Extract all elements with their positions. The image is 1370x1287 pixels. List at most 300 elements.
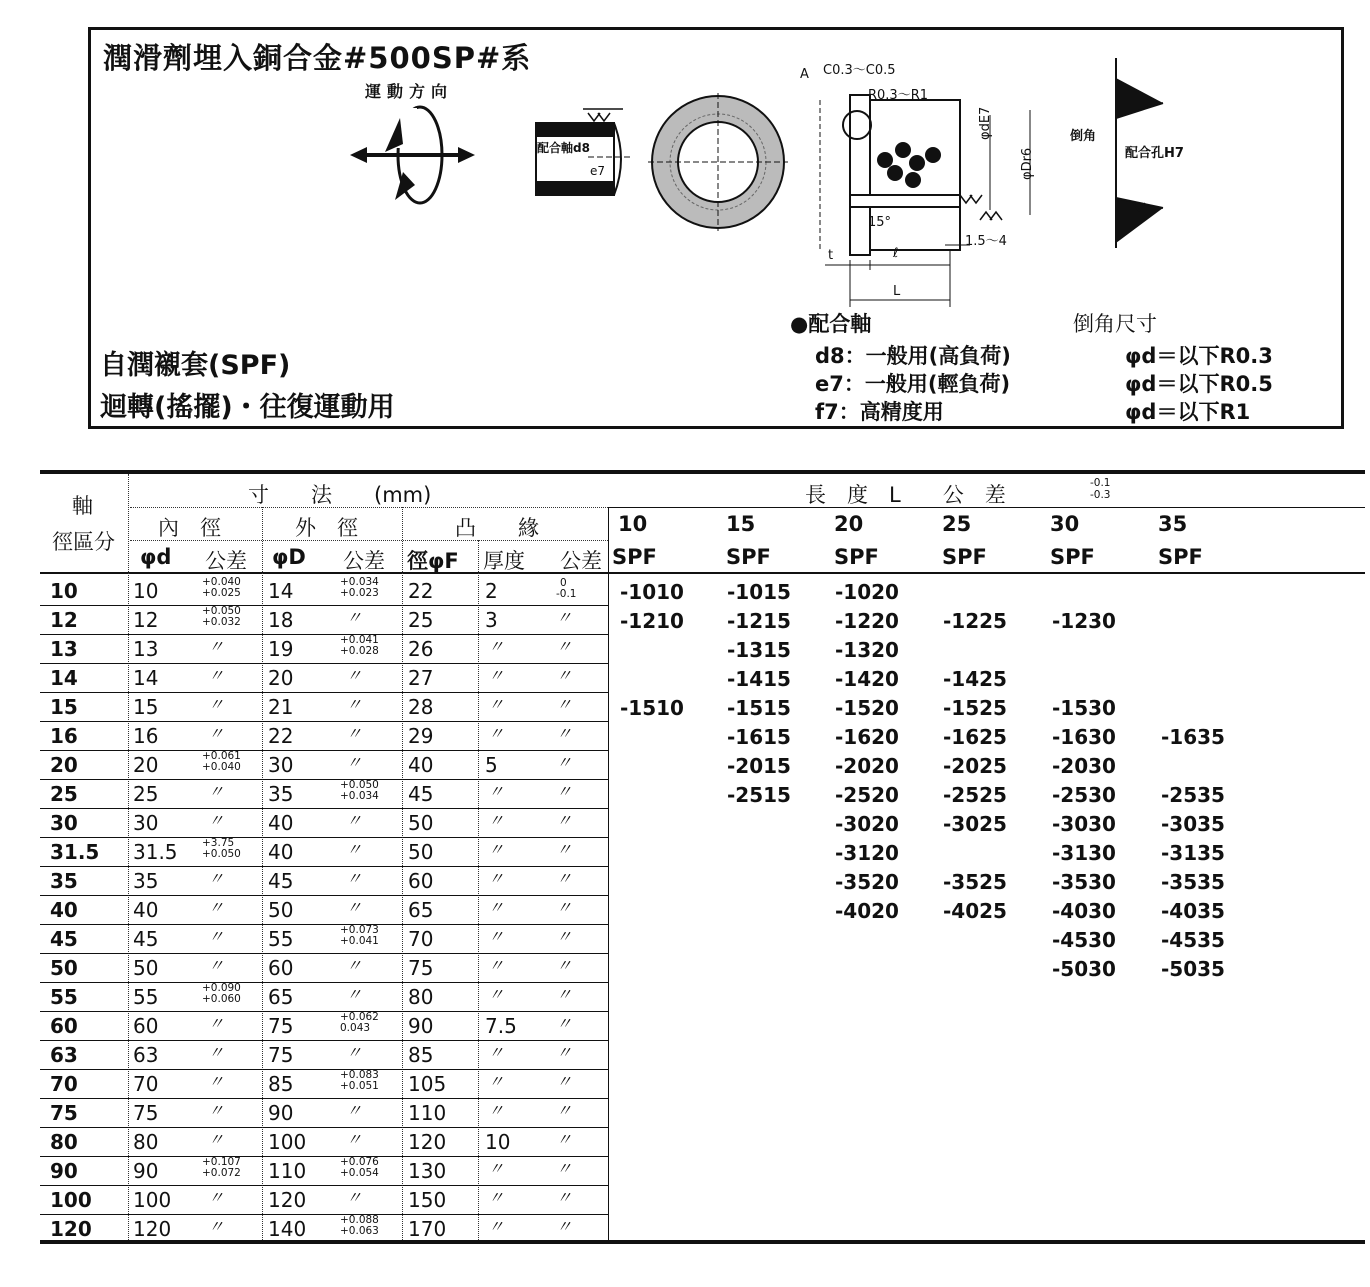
length-header-10: 10 [618,512,648,536]
row-rule [40,866,608,867]
inner-tol-lower: +0.040 [202,761,241,773]
part-code-5035: -5035 [1161,957,1225,981]
row-rule [40,1040,608,1041]
outer-tol-ditto: 〃 [346,840,363,859]
inner-dia: 55 [133,985,159,1009]
thickness-tol-ditto: 〃 [556,898,573,917]
row-rule [40,634,608,635]
shaft-class: 30 [50,811,78,835]
length-header-15: 15 [726,512,756,536]
part-code-3120: -3120 [835,841,899,865]
part-code-3530: -3530 [1052,870,1116,894]
inner-tol-ditto: 〃 [208,666,225,685]
outer-dia: 40 [268,840,294,864]
shaft-class: 100 [50,1188,92,1212]
mating-shaft-item-e7: e7：一般用(輕負荷) [815,372,1011,396]
part-code-3025: -3025 [943,812,1007,836]
bushing-ring-sketch [648,93,788,231]
outer-tol-ditto: 〃 [346,724,363,743]
part-code-4530: -4530 [1052,928,1116,952]
part-code-1315: -1315 [727,638,791,662]
thickness-tol-ditto: 〃 [556,1217,573,1236]
outer-dia: 19 [268,637,294,661]
row-rule [40,692,608,693]
thickness: 2 [485,579,498,603]
outer-tol-lower: +0.051 [340,1080,379,1092]
inner-tol-ditto: 〃 [208,1101,225,1120]
outer-dia: 45 [268,869,294,893]
thickness-tol-ditto: 〃 [556,1101,573,1120]
radius-label: R0.3～R1 [868,88,929,103]
shaft-class: 70 [50,1072,78,1096]
part-code-2030: -2030 [1052,754,1116,778]
outer-tol-ditto: 〃 [346,753,363,772]
part-code-2530: -2530 [1052,783,1116,807]
row-rule [40,1098,608,1099]
thickness-tol-ditto: 〃 [556,869,573,888]
flange-dia: 60 [408,869,434,893]
inner-tol-upper: +3.75 [202,837,235,849]
outer-tol-ditto: 〃 [346,666,363,685]
inner-tol-ditto: 〃 [208,869,225,888]
chamfer-size-item-2: φd＝以下R0.5 [1125,372,1273,396]
part-code-1010: -1010 [620,580,684,604]
part-code-1620: -1620 [835,725,899,749]
table-top-rule [40,470,1365,474]
outer-tol-upper: +0.073 [340,924,379,936]
shaft-class: 75 [50,1101,78,1125]
part-code-2520: -2520 [835,783,899,807]
thickness: 3 [485,608,498,632]
shaft-fit-label-e7: e7 [590,164,606,178]
flange-dia: 50 [408,811,434,835]
inner-dia: 50 [133,956,159,980]
header-flange: 凸 緣 [455,516,539,540]
shaft-class: 16 [50,724,78,748]
outer-tol-ditto: 〃 [346,898,363,917]
thickness-tol-ditto: 〃 [556,724,573,743]
row-rule [40,1214,608,1215]
inner-tol-upper: +0.090 [202,982,241,994]
outer-tol-ditto: 〃 [346,695,363,714]
length-header-35: 35 [1158,512,1188,536]
shaft-class: 55 [50,985,78,1009]
outer-tol-ditto: 〃 [346,608,363,627]
outer-dia: 85 [268,1072,294,1096]
thickness: 5 [485,753,498,777]
dim-l-small-label: ℓ [893,246,899,261]
row-rule [40,1127,608,1128]
part-code-5030: -5030 [1052,957,1116,981]
angle-label: 15° [868,215,892,230]
row-rule [40,1156,608,1157]
flange-bushing-cross-section [795,55,1065,315]
length-header-25: 25 [942,512,972,536]
col-divider-outer [402,507,403,1240]
part-code-4035: -4035 [1161,899,1225,923]
chamfer-c-label: C0.3～C0.5 [823,63,896,78]
inner-tol-ditto: 〃 [208,1014,225,1033]
thickness-tol-ditto: 〃 [556,1014,573,1033]
outer-tol-ditto: 〃 [346,811,363,830]
thickness-ditto: 〃 [488,782,505,801]
housing-fit-label: 配合孔H7 [1125,146,1184,161]
shaft-class: 90 [50,1159,78,1183]
spf-header-25: SPF [942,545,987,569]
inner-tol-ditto: 〃 [208,695,225,714]
thickness-tol-ditto: 〃 [556,811,573,830]
part-code-1625: -1625 [943,725,1007,749]
part-code-1425: -1425 [943,667,1007,691]
thickness: 7.5 [485,1014,517,1038]
outer-dia: 60 [268,956,294,980]
inner-tol-ditto: 〃 [208,956,225,975]
outer-dia: 75 [268,1043,294,1067]
chamfer-label: 倒角 [1070,129,1097,144]
inner-dia: 40 [133,898,159,922]
thickness-ditto: 〃 [488,1159,505,1178]
header-thickness: 厚度 [483,549,525,573]
row-rule [40,837,608,838]
thickness: 10 [485,1130,511,1154]
flange-dia: 28 [408,695,434,719]
part-code-1210: -1210 [620,609,684,633]
inner-tol-ditto: 〃 [208,1217,225,1236]
length-header-30: 30 [1050,512,1080,536]
header-shaft: 軸 [72,494,93,518]
inner-dia: 80 [133,1130,159,1154]
outer-tol-lower: +0.054 [340,1167,379,1179]
outer-tol-upper: +0.034 [340,576,379,588]
part-code-2525: -2525 [943,783,1007,807]
part-code-1635: -1635 [1161,725,1225,749]
outer-dia: 140 [268,1217,307,1241]
row-rule [40,721,608,722]
thickness-tol-ditto: 〃 [556,637,573,656]
shaft-class: 40 [50,898,78,922]
flange-dia: 130 [408,1159,447,1183]
row-rule [40,982,608,983]
part-code-1230: -1230 [1052,609,1116,633]
outer-dia: 14 [268,579,294,603]
inner-dia: 35 [133,869,159,893]
outer-tol-lower: +0.023 [340,587,379,599]
thickness-tol-ditto: 〃 [556,1159,573,1178]
mating-shaft-item-d8: d8：一般用(高負荷) [815,344,1011,368]
flange-dia: 85 [408,1043,434,1067]
shaft-class: 20 [50,753,78,777]
row-rule [40,1011,608,1012]
inner-dia: 75 [133,1101,159,1125]
thickness-tol-ditto: 〃 [556,1130,573,1149]
point-a-label: A [800,67,809,82]
part-code-3030: -3030 [1052,812,1116,836]
shaft-class: 45 [50,927,78,951]
flange-dia: 27 [408,666,434,690]
thickness-ditto: 〃 [488,927,505,946]
part-code-3525: -3525 [943,870,1007,894]
thickness-tol-lower: -0.1 [556,588,577,600]
outer-tol-upper: +0.076 [340,1156,379,1168]
inner-tol-ditto: 〃 [208,811,225,830]
row-rule [40,924,608,925]
outer-dia: 55 [268,927,294,951]
shaft-class: 15 [50,695,78,719]
inner-dia: 13 [133,637,159,661]
thickness-ditto: 〃 [488,1217,505,1236]
row-rule [40,1185,608,1186]
inner-diameter-label: φdE7 [978,106,993,140]
inner-dia: 20 [133,753,159,777]
inner-dia: 12 [133,608,159,632]
part-code-4020: -4020 [835,899,899,923]
outer-tol-ditto: 〃 [346,985,363,1004]
part-code-1015: -1015 [727,580,791,604]
inner-dia: 45 [133,927,159,951]
inner-tol-ditto: 〃 [208,1072,225,1091]
part-code-1320: -1320 [835,638,899,662]
inner-dia: 90 [133,1159,159,1183]
part-code-1420: -1420 [835,667,899,691]
shaft-class: 13 [50,637,78,661]
inner-dia: 31.5 [133,840,178,864]
outer-tol-upper: +0.041 [340,634,379,646]
thickness-ditto: 〃 [488,666,505,685]
flange-dia: 40 [408,753,434,777]
inner-dia: 14 [133,666,159,690]
outer-tol-ditto: 〃 [346,956,363,975]
outer-dia: 21 [268,695,294,719]
header-shaft-class: 徑區分 [52,530,115,554]
flange-dia: 45 [408,782,434,806]
shaft-fit-label: 配合軸d8 [537,141,590,155]
header-inner-dia: 內 徑 [158,516,221,540]
flange-dia: 170 [408,1217,447,1241]
outer-dia: 50 [268,898,294,922]
shaft-class: 35 [50,869,78,893]
part-code-1525: -1525 [943,696,1007,720]
flange-dia: 120 [408,1130,447,1154]
outer-dia: 120 [268,1188,307,1212]
thickness-ditto: 〃 [488,1101,505,1120]
motion-direction-label: 運動方向 [365,82,454,101]
flange-dia: 150 [408,1188,447,1212]
part-code-1020: -1020 [835,580,899,604]
flange-dia: 22 [408,579,434,603]
inner-tol-lower: +0.025 [202,587,241,599]
part-code-3535: -3535 [1161,870,1225,894]
thickness-tol-ditto: 〃 [556,1072,573,1091]
col-divider-inner [262,507,263,1240]
inner-dia: 70 [133,1072,159,1096]
outer-tol-ditto: 〃 [346,869,363,888]
range-label: 1.5～4 [965,234,1007,249]
outer-dia: 22 [268,724,294,748]
row-rule [40,808,608,809]
part-code-1615: -1615 [727,725,791,749]
header-tol-thickness: 公差 [560,549,602,573]
thickness-tol-upper: 0 [560,577,567,589]
inner-dia: 10 [133,579,159,603]
outer-dia: 90 [268,1101,294,1125]
inner-tol-upper: +0.050 [202,605,241,617]
inner-tol-upper: +0.040 [202,576,241,588]
row-rule [40,779,608,780]
part-code-1415: -1415 [727,667,791,691]
col-divider-length [608,507,609,1240]
outer-tol-ditto: 〃 [346,1101,363,1120]
length-header-20: 20 [834,512,864,536]
inner-tol-lower: +0.050 [202,848,241,860]
shaft-class: 12 [50,608,78,632]
inner-dia: 63 [133,1043,159,1067]
inner-tol-ditto: 〃 [208,782,225,801]
header-phi-D: φD [272,545,306,569]
part-code-3520: -3520 [835,870,899,894]
header-dimensions: 寸 法 (mm) [248,483,432,507]
product-name: 自潤襯套(SPF) [100,350,291,381]
thickness-tol-ditto: 〃 [556,985,573,1004]
outer-diameter-label: φDr6 [1020,147,1035,180]
part-code-1520: -1520 [835,696,899,720]
outer-tol-ditto: 〃 [346,1130,363,1149]
spf-header-15: SPF [726,545,771,569]
inner-tol-ditto: 〃 [208,1188,225,1207]
header-tol-inner: 公差 [205,549,247,573]
thickness-ditto: 〃 [488,898,505,917]
outer-dia: 30 [268,753,294,777]
dim-t-label: t [828,248,834,263]
row-rule [40,953,608,954]
mating-shaft-title: ●配合軸 [790,312,872,336]
flange-dia: 70 [408,927,434,951]
thickness-ditto: 〃 [488,637,505,656]
inner-tol-ditto: 〃 [208,724,225,743]
inner-dia: 16 [133,724,159,748]
part-code-1225: -1225 [943,609,1007,633]
spf-header-20: SPF [834,545,879,569]
inner-tol-ditto: 〃 [208,927,225,946]
outer-tol-upper: +0.083 [340,1069,379,1081]
inner-dia: 25 [133,782,159,806]
outer-dia: 20 [268,666,294,690]
thickness-tol-ditto: 〃 [556,608,573,627]
header-flange-dia: 徑φF [407,549,459,573]
inner-tol-lower: +0.060 [202,993,241,1005]
flange-dia: 75 [408,956,434,980]
part-code-2015: -2015 [727,754,791,778]
part-code-1220: -1220 [835,609,899,633]
shaft-class: 80 [50,1130,78,1154]
row-rule [40,663,608,664]
part-code-4025: -4025 [943,899,1007,923]
shaft-class: 50 [50,956,78,980]
thickness-ditto: 〃 [488,1188,505,1207]
thickness-tol-ditto: 〃 [556,666,573,685]
flange-dia: 90 [408,1014,434,1038]
thickness-tol-ditto: 〃 [556,840,573,859]
outer-dia: 75 [268,1014,294,1038]
chamfer-size-item-3: φd＝以下R1 [1125,400,1251,424]
outer-tol-lower: 0.043 [340,1022,371,1034]
thickness-ditto: 〃 [488,811,505,830]
thickness-ditto: 〃 [488,840,505,859]
part-code-3135: -3135 [1161,841,1225,865]
row-rule [40,605,608,606]
flange-dia: 26 [408,637,434,661]
outer-tol-lower: +0.028 [340,645,379,657]
dim-l-label: L [893,284,901,299]
part-code-2535: -2535 [1161,783,1225,807]
flange-dia: 110 [408,1101,447,1125]
part-code-3035: -3035 [1161,812,1225,836]
outer-dia: 110 [268,1159,307,1183]
outer-tol-lower: +0.041 [340,935,379,947]
part-code-1530: -1530 [1052,696,1116,720]
outer-dia: 35 [268,782,294,806]
chamfer-size-title: 倒角尺寸 [1073,312,1157,336]
part-code-3130: -3130 [1052,841,1116,865]
thickness-ditto: 〃 [488,695,505,714]
part-code-4535: -4535 [1161,928,1225,952]
col-divider-shaft [128,474,129,1240]
part-code-1515: -1515 [727,696,791,720]
inner-tol-upper: +0.107 [202,1156,241,1168]
thickness-ditto: 〃 [488,724,505,743]
outer-dia: 65 [268,985,294,1009]
flange-dia: 105 [408,1072,447,1096]
row-rule [40,750,608,751]
outer-dia: 100 [268,1130,307,1154]
header-length-tolerance: 長 度 L 公 差 [805,483,1006,507]
spf-header-10: SPF [612,545,657,569]
inner-tol-upper: +0.061 [202,750,241,762]
thickness-tol-ditto: 〃 [556,1043,573,1062]
thickness-tol-ditto: 〃 [556,695,573,714]
mating-shaft-item-f7: f7：高精度用 [815,400,944,424]
part-code-3020: -3020 [835,812,899,836]
part-code-1215: -1215 [727,609,791,633]
header-length-tol-top: -0.1 [1090,477,1111,489]
header-length-tol-bottom: -0.3 [1090,489,1111,501]
part-code-2020: -2020 [835,754,899,778]
part-code-1630: -1630 [1052,725,1116,749]
inner-dia: 120 [133,1217,172,1241]
header-phi-d: φd [140,545,172,569]
thickness-ditto: 〃 [488,1043,505,1062]
spf-header-35: SPF [1158,545,1203,569]
thickness-ditto: 〃 [488,985,505,1004]
outer-tol-ditto: 〃 [346,1188,363,1207]
inner-tol-ditto: 〃 [208,1130,225,1149]
shaft-class: 60 [50,1014,78,1038]
shaft-class: 31.5 [50,840,100,864]
inner-dia: 15 [133,695,159,719]
part-code-2025: -2025 [943,754,1007,778]
outer-tol-lower: +0.034 [340,790,379,802]
part-code-2515: -2515 [727,783,791,807]
thickness-tol-ditto: 〃 [556,782,573,801]
inner-dia: 60 [133,1014,159,1038]
header-tol-outer: 公差 [343,549,385,573]
spf-header-30: SPF [1050,545,1095,569]
col-divider-flange-dia [478,540,479,1240]
shaft-class: 14 [50,666,78,690]
shaft-class: 25 [50,782,78,806]
inner-tol-ditto: 〃 [208,1043,225,1062]
thickness-tol-ditto: 〃 [556,927,573,946]
outer-tol-upper: +0.062 [340,1011,379,1023]
